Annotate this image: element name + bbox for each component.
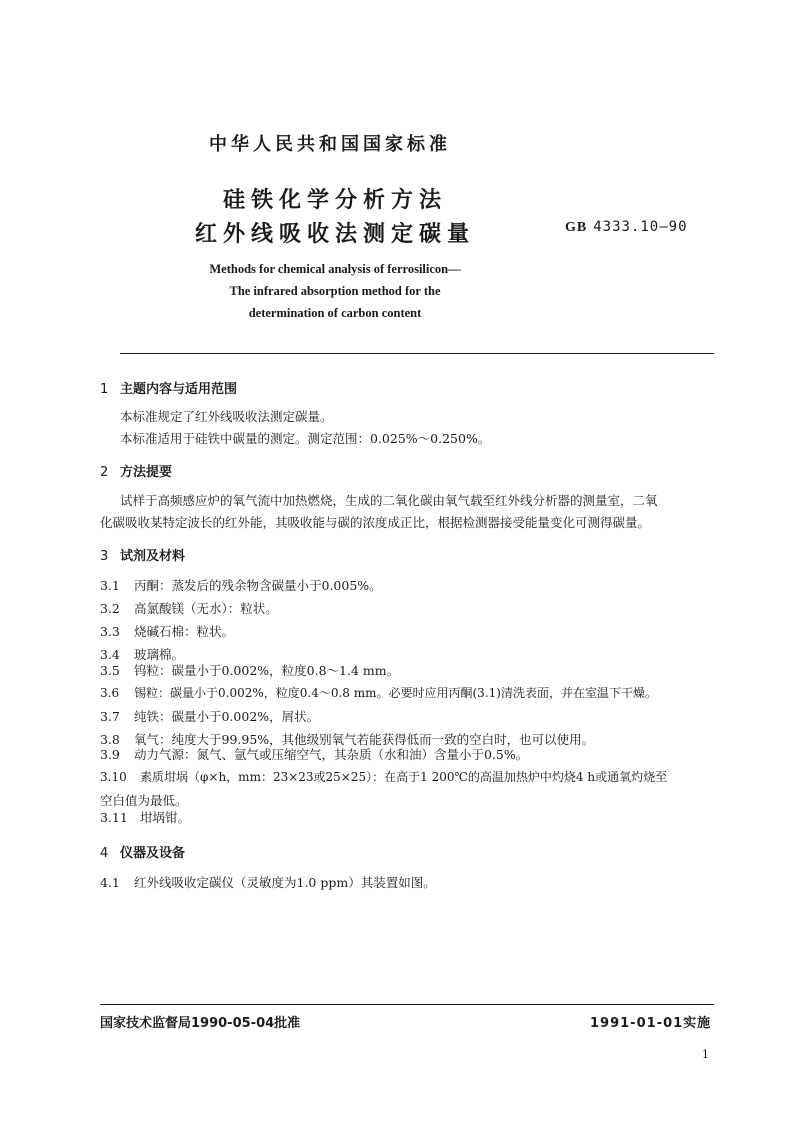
section-1-number: 1 (100, 382, 109, 397)
section-3-title: 试剂及材料 (120, 549, 186, 564)
chinese-title-line-2: 红外线吸收法测定碳量 (194, 222, 475, 247)
section-1-paragraph-1: 本标准规定了红外线吸收法测定碳量。 (120, 409, 333, 424)
reagent-item: 3.7 纯铁：碳量小于0.002%，屑状。 (100, 709, 320, 724)
chinese-title-line-1: 硅铁化学分析方法 (222, 188, 447, 213)
reagent-item: 3.1 丙酮：蒸发后的残余物含碳量小于0.005%。 (100, 578, 382, 593)
section-2-paragraph-line-2: 化碳吸收某特定波长的红外能，其吸收能与碳的浓度成正比，根据检测器接受能量变化可测得碳量。 (100, 515, 651, 530)
english-title-line-3: determination of carbon content (248, 306, 422, 320)
section-2-paragraph-line-1: 试样于高频感应炉的氧气流中加热燃烧，生成的二氧化碳由氧气载至红外线分析器的测量室，二氧 (120, 493, 658, 508)
section-4-number: 4 (100, 846, 109, 861)
reagent-item: 3.11 坩埚钳。 (100, 810, 191, 825)
reagent-item: 3.10 素质坩埚（φ×h，mm：23×23或25×25）：在高于1 200℃的高温加热炉中灼烧4 h或通氧灼烧至 (100, 770, 668, 784)
reagent-item: 3.6 锡粒：碳量小于0.002%，粒度0.4～0.8 mm。必要时应用丙酮(3.1)清洗表面，并在室温下干燥。 (100, 686, 657, 700)
section-2-heading (100, 461, 172, 480)
section-3-heading (100, 545, 185, 564)
reagent-item-continuation: 空白值为最低。 (100, 793, 188, 808)
english-title-line-1: Methods for chemical analysis of ferrosilicon— (209, 262, 461, 276)
reagent-item: 3.4 玻璃棉。 (100, 647, 185, 662)
reagent-item: 3.3 烧碱石棉：粒状。 (100, 624, 235, 639)
reagent-item: 3.5 钨粒：碳量小于0.002%，粒度0.8～1.4 mm。 (100, 663, 400, 678)
title-divider (120, 353, 714, 354)
section-3-number: 3 (100, 549, 109, 564)
reagent-item: 3.2 高氯酸镁（无水）：粒状。 (100, 601, 278, 616)
reagent-item: 3.9 动力气源：氮气、氩气或压缩空气，其杂质（水和油）含量小于0.5%。 (100, 747, 529, 762)
footer-divider (100, 1004, 714, 1005)
section-1-heading (100, 378, 237, 397)
effective-date: 1991-01-01实施 (590, 1016, 712, 1031)
section-2-number: 2 (100, 465, 109, 480)
standard-code-prefix: GB (565, 220, 588, 235)
section-1-title: 主题内容与适用范围 (120, 382, 238, 397)
section-4-heading (100, 842, 185, 861)
approval-note: 国家技术监督局1990-05-04批准 (100, 1016, 301, 1031)
section-4-title: 仪器及设备 (120, 846, 186, 861)
standard-code (565, 219, 688, 236)
standard-code-number: 4333.10—90 (593, 219, 688, 235)
reagent-item: 3.8 氧气：纯度大于99.95%，其他级别氧气若能获得低而一致的空白时，也可以使用。 (100, 732, 595, 747)
english-title-line-2: The infrared absorption method for the (229, 284, 441, 298)
page-number: 1 (702, 1048, 709, 1061)
equipment-item: 4.1 红外线吸收定碳仪（灵敏度为1.0 ppm）其装置如图。 (100, 875, 436, 890)
section-1-paragraph-2: 本标准适用于硅铁中碳量的测定。测定范围：0.025%～0.250%。 (120, 431, 491, 446)
national-standard-header: 中华人民共和国国家标准 (209, 134, 451, 155)
section-2-title: 方法提要 (120, 465, 173, 480)
